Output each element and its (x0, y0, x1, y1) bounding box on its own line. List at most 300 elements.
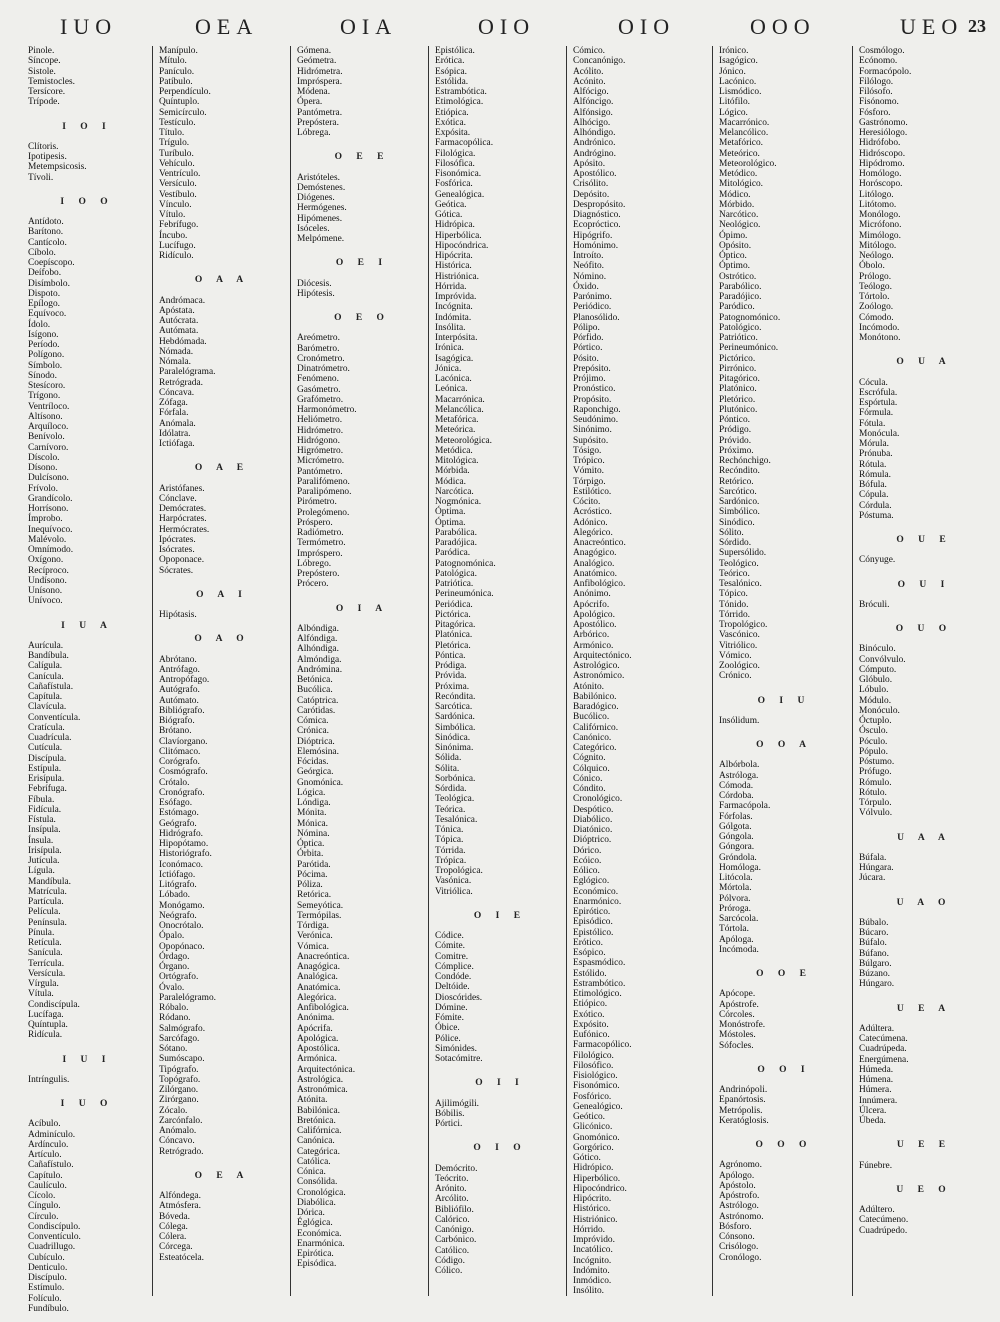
word-entry: Clitómaco. (159, 746, 201, 757)
word-entry: Caulículo. (28, 1180, 67, 1191)
section-heading: O U E (896, 535, 952, 545)
word-entry: Pronóstico. (573, 384, 616, 395)
word-entry: Temistocles. (28, 76, 75, 87)
word-entry: Católico. (435, 1245, 470, 1256)
word-entry: Tórrida. (435, 845, 466, 856)
word-entry: Trígono. (28, 391, 61, 402)
word-entry: Fósforo. (859, 107, 891, 118)
word-entry: Stesícoro. (28, 381, 66, 391)
word-entry: Isócrates. (159, 545, 195, 555)
word-entry: Vehículo. (159, 158, 195, 169)
word-entry: Insólita. (435, 322, 466, 333)
word-entry: Depósito. (573, 189, 610, 200)
word-entry: Sólita. (435, 763, 460, 774)
word-entry: Cólquico. (573, 763, 610, 774)
word-entry: Equívoco. (28, 309, 67, 320)
word-entry: Conventículo. (28, 1232, 81, 1242)
word-entry: Búfano. (859, 948, 889, 959)
word-entry: Atmósfera. (159, 1201, 201, 1212)
word-entry: Tópica. (435, 835, 464, 846)
word-entry: Leónica. (435, 384, 468, 395)
word-entry: Vólvulo. (859, 808, 893, 819)
word-column-5 (566, 46, 713, 1296)
word-entry: Esópico. (573, 948, 606, 958)
word-entry: Película. (28, 907, 61, 918)
word-entry: Condóde. (435, 972, 472, 982)
word-entry: Búzano. (859, 969, 890, 979)
section-heading: O E I (335, 258, 389, 269)
word-entry: Estilótico. (573, 486, 612, 497)
word-entry: Tórdiga. (297, 921, 330, 931)
word-entry: Hipógrifo. (573, 230, 613, 241)
word-entry: Astronómica. (297, 1085, 348, 1095)
word-entry: Almóndiga. (297, 654, 342, 665)
word-entry: Patológica. (435, 568, 477, 579)
word-column-7 (852, 46, 989, 1296)
page-header (0, 14, 1000, 42)
word-entry: Dioscórides. (435, 992, 483, 1003)
word-entry: Innúmera. (859, 1095, 898, 1106)
word-entry: Dórico. (573, 845, 602, 856)
word-entry: Monótono. (859, 333, 901, 343)
word-entry: Harpócrates. (159, 514, 207, 525)
word-entry: Genealógica. (435, 189, 485, 200)
word-entry: Espasmódico. (573, 958, 626, 969)
section-heading: O O A (756, 740, 812, 750)
word-entry: Hermógenes. (297, 203, 347, 214)
word-entry: Recíproco. (28, 565, 69, 576)
word-entry: Alfónsigo. (573, 107, 613, 118)
word-entry: Sinónimo. (573, 425, 612, 436)
word-entry: Atónito. (573, 681, 604, 692)
word-entry: Búfalo. (859, 938, 887, 949)
word-entry: Búbalo. (859, 917, 889, 928)
word-entry: Bibliófilo. (435, 1204, 474, 1215)
word-entry: Harmonómetro. (297, 405, 357, 415)
section-heading: U E A (896, 1003, 952, 1014)
word-entry: Bósforo. (719, 1221, 752, 1232)
word-entry: Lóbulo. (859, 685, 889, 696)
word-entry: Tórtola. (719, 924, 749, 935)
word-entry: Heresiólogo. (859, 128, 908, 138)
section-heading: I O O (60, 196, 114, 207)
word-entry: Vínculo. (159, 199, 192, 210)
word-entry: Concanónigo. (573, 56, 626, 67)
section-heading: I U O (60, 1099, 114, 1109)
word-entry: Cópula. (859, 490, 889, 501)
word-entry: Radiómetro. (297, 528, 344, 538)
word-entry: Prófugo. (859, 767, 892, 778)
word-entry: Búlgaro. (859, 958, 892, 969)
word-entry: Carbónico. (435, 1235, 477, 1246)
word-entry: Dinatrómetro. (297, 364, 350, 374)
word-entry: Sócrates. (159, 565, 194, 576)
word-entry: Histórico. (573, 1204, 611, 1215)
word-entry: Cuadrillugo. (28, 1242, 76, 1253)
word-entry: Parótida. (297, 859, 331, 870)
section-heading: O I E (473, 910, 527, 921)
word-entry: Crisólogo. (719, 1242, 759, 1253)
word-entry: Ímprobo. (28, 514, 63, 525)
running-head-3: OIA (340, 14, 398, 39)
word-entry: Zirórgano. (159, 1095, 199, 1106)
word-entry: Nómala. (159, 357, 192, 367)
word-entry: Meteórico. (719, 148, 760, 159)
word-entry: Tósigo. (573, 445, 602, 456)
word-entry: Cónica. (297, 1167, 326, 1177)
word-entry: Córdoba. (719, 791, 754, 801)
word-entry: Húngara. (859, 863, 894, 873)
word-entry: Hidrómetra. (297, 66, 343, 77)
word-entry: Babilónico. (573, 691, 617, 702)
word-entry: Cronómetro. (297, 353, 345, 364)
word-entry: Patológico. (719, 322, 762, 333)
word-entry: Hiperbólica. (435, 230, 482, 241)
word-entry: Retícula. (28, 938, 62, 948)
word-entry: Óptimo. (719, 261, 750, 272)
word-entry: Canícula. (28, 671, 64, 682)
word-entry: Cutícula. (28, 743, 63, 754)
word-entry: Sólito. (719, 527, 744, 538)
word-entry: Búfala. (859, 852, 887, 863)
word-entry: Pirómetro. (297, 497, 337, 508)
word-entry: Anónima. (297, 1013, 335, 1024)
word-entry: Vómica. (297, 941, 330, 952)
word-entry: Sótano. (159, 1044, 188, 1054)
word-entry: Módica. (435, 476, 466, 487)
word-entry: Impróspera. (297, 76, 343, 87)
word-entry: Esópica. (435, 66, 468, 77)
word-entry: Monógamo. (159, 900, 205, 911)
section-heading: U E O (896, 1184, 952, 1195)
word-entry: Gnomónica. (297, 777, 344, 788)
word-entry: Filológica. (435, 148, 476, 159)
word-entry: Fisonómico. (573, 1081, 620, 1092)
word-entry: Vítulo. (159, 210, 186, 220)
word-entry: Geótico. (573, 1112, 606, 1122)
word-entry: Hidrógrafo. (159, 828, 203, 839)
word-entry: Recóndita. (435, 691, 476, 702)
word-entry: Inequívoco. (28, 524, 73, 535)
word-entry: Próximo. (719, 445, 754, 456)
word-entry: Heliómetro. (297, 415, 343, 426)
word-entry: Andrómina. (297, 664, 343, 675)
word-entry: Litófilo. (719, 97, 750, 108)
word-entry: Metódico. (719, 169, 758, 179)
word-entry: Fómite. (435, 1013, 464, 1023)
word-entry: Pletórica. (435, 640, 471, 651)
section-heading: O U I (897, 579, 951, 590)
word-entry: Epistólica. (435, 46, 475, 56)
section-heading: O U O (895, 624, 953, 634)
word-entry: Lígula. (28, 866, 55, 877)
word-entry: Astrológica. (297, 1074, 344, 1085)
word-entry: Episódica. (297, 1259, 337, 1270)
word-entry: Diagnóstico. (573, 210, 621, 220)
word-entry: Farmacópola. (719, 801, 771, 812)
word-entry: Húmena. (859, 1075, 894, 1085)
word-entry: Despropósito. (573, 199, 626, 210)
word-entry: Sotacómitre. (435, 1054, 483, 1064)
word-entry: Góngola. (719, 832, 754, 842)
word-entry: Póntica. (435, 650, 466, 661)
word-entry: Acónito. (573, 76, 606, 87)
word-entry: Sarcótica. (435, 702, 473, 712)
word-entry: Denticulo. (28, 1262, 68, 1273)
word-entry: Teórico. (719, 568, 750, 579)
word-entry: Versícula. (28, 968, 66, 979)
section-heading: O I O (473, 1143, 527, 1154)
section-heading: U E E (896, 1140, 952, 1151)
word-entry: Tropológico. (719, 620, 768, 630)
word-entry: Móstoles. (719, 1030, 756, 1041)
word-entry: Cuadrúpeda. (859, 1044, 907, 1055)
word-entry: Geógrafo. (159, 818, 197, 829)
word-entry: Fócidas. (297, 757, 329, 767)
word-entry: Irónico. (719, 46, 749, 56)
word-entry: Unívoco. (28, 596, 63, 607)
word-entry: Metafórica. (435, 415, 479, 425)
word-entry: Antropófago. (159, 675, 210, 685)
word-entry: Fisonómica. (435, 169, 482, 179)
word-entry: Semicírculo. (159, 107, 207, 118)
word-entry: Patriótica. (435, 579, 474, 589)
word-entry: Lismódico. (719, 87, 762, 97)
word-entry: Isagógica. (435, 353, 474, 364)
word-entry: Cratícula. (28, 722, 65, 733)
word-entry: Litótomo. (859, 199, 897, 210)
word-entry: Pictórico. (719, 353, 756, 364)
word-entry: Ecóico. (573, 855, 602, 866)
word-entry: Título. (159, 128, 185, 138)
word-entry: Diabólica. (297, 1197, 336, 1208)
word-entry: Rómulo. (859, 777, 892, 788)
section-heading: O O O (755, 1140, 813, 1150)
word-entry: Diabólico. (573, 814, 613, 825)
word-entry: Período. (28, 340, 60, 350)
section-heading: O A O (194, 634, 250, 645)
word-entry: Platónica. (435, 630, 473, 641)
word-entry: Partícula. (28, 897, 64, 907)
word-entry: Apócrifa. (297, 1023, 333, 1034)
word-entry: Anómalo. (159, 1126, 197, 1136)
word-entry: Pinole. (28, 46, 55, 56)
word-entry: Macarrónico. (719, 117, 770, 128)
word-entry: Rótulo. (859, 787, 887, 798)
word-entry: Ródano. (159, 1013, 191, 1024)
word-entry: Gasómetro. (297, 384, 341, 395)
word-entry: Hipocóndrica. (435, 240, 489, 251)
word-entry: Mimólogo. (859, 230, 901, 241)
word-entry: Retrógrado. (159, 1146, 204, 1157)
word-entry: Nómino. (573, 271, 607, 282)
section-heading: I U I (62, 1054, 112, 1065)
word-entry: Aristófanes. (159, 483, 205, 494)
word-entry: Diócesis. (297, 278, 332, 289)
word-entry: Hidróscopo. (859, 148, 906, 159)
word-entry: Undísono. (28, 575, 67, 586)
word-entry: Jónica. (435, 363, 462, 374)
word-entry: Atónita. (297, 1095, 328, 1106)
word-entry: Trópico. (573, 456, 605, 466)
word-entry: Analógico. (573, 558, 615, 569)
word-entry: Keratóglosis. (719, 1115, 769, 1126)
word-entry: Tópico. (719, 589, 748, 600)
word-entry: Onocrótalo. (159, 921, 204, 931)
word-entry: Autómato. (159, 695, 199, 706)
word-entry: Adúltera. (859, 1023, 895, 1034)
word-entry: Óxido. (573, 281, 599, 292)
word-entry: Periódica. (435, 599, 473, 610)
word-entry: Aurícula. (28, 640, 64, 651)
word-entry: Metafórico. (719, 138, 763, 149)
word-entry: Sórdido. (719, 538, 752, 548)
word-entry: Tórtolo. (859, 292, 890, 302)
word-entry: Ventrículo. (159, 169, 201, 179)
word-entry: Unísono. (28, 586, 63, 596)
word-entry: Pródigo. (719, 425, 752, 436)
word-entry: Lógica. (297, 787, 326, 798)
word-entry: Gróndola. (719, 852, 757, 863)
word-entry: Íncubo. (159, 230, 188, 241)
word-entry: Prólogo. (859, 271, 892, 282)
word-entry: Termómetro. (297, 538, 346, 549)
word-entry: Dióptrico. (573, 835, 612, 846)
word-entry: Rótula. (859, 459, 887, 470)
word-entry: Despótico. (573, 804, 614, 815)
word-entry: Elemósina. (297, 746, 339, 757)
word-entry: Fístula. (28, 815, 56, 825)
word-entry: Arquíloco. (28, 422, 69, 432)
word-entry: Cómoda. (719, 780, 754, 791)
section-heading: O I A (335, 603, 389, 614)
word-entry: Alhócigo. (573, 117, 611, 128)
word-entry: Erótico. (573, 937, 603, 948)
word-entry: Órdago. (159, 951, 190, 962)
word-entry: Antrófago. (159, 664, 200, 675)
word-entry: Retórico. (719, 476, 754, 487)
section-heading: O U A (896, 357, 952, 368)
word-entry: Andrómaca. (159, 295, 206, 306)
word-entry: Próroga. (719, 903, 752, 914)
word-entry: Pórtici. (435, 1119, 463, 1129)
word-entry: Hidrópico. (573, 1163, 614, 1174)
word-entry: Católica. (297, 1156, 331, 1167)
page-number: 23 (968, 16, 986, 36)
word-entry: Fórfala. (159, 408, 189, 419)
word-entry: Vestíbulo. (159, 189, 197, 200)
word-entry: Paradójico. (719, 292, 762, 302)
word-entry: Vítula. (28, 989, 54, 1000)
word-entry: Semeyótica. (297, 900, 344, 911)
word-entry: Glicónico. (573, 1122, 613, 1133)
word-entry: Pirrónico. (719, 363, 757, 374)
word-entry: Paralifómeno. (297, 476, 350, 487)
word-entry: Sarcócola. (719, 914, 759, 924)
word-entry: Metempsicosis. (28, 162, 87, 173)
word-entry: Córcega. (159, 1242, 193, 1253)
word-entry: Crótalo. (159, 777, 190, 788)
word-entry: Paródica. (435, 548, 471, 559)
word-entry: Termópilas. (297, 910, 342, 921)
word-entry: Filosófica. (435, 158, 475, 169)
word-entry: Pletórico. (719, 394, 756, 405)
word-entry: Astrológico. (573, 661, 620, 671)
word-entry: Bandíbula. (28, 651, 69, 661)
word-entry: Anagógica. (297, 962, 340, 972)
word-entry: Astrónomo. (719, 1211, 764, 1222)
word-entry: Areómetro. (297, 333, 340, 344)
word-entry: Sumóscapo. (159, 1054, 205, 1065)
word-entry: Filosófico. (573, 1060, 614, 1071)
word-entry: Alfóndega. (159, 1191, 201, 1201)
word-entry: Póculo. (859, 736, 888, 747)
word-entry: Cíngulo. (28, 1201, 61, 1212)
word-entry: Teórica. (435, 804, 466, 815)
word-entry: Vómito. (573, 466, 604, 477)
word-entry: Prepóstera. (297, 117, 339, 128)
word-entry: Analógica. (297, 972, 338, 983)
word-entry: Dísono. (28, 463, 58, 473)
word-entry: Betónica. (297, 675, 333, 685)
word-entry: Sarcófago. (159, 1033, 200, 1044)
word-entry: Sanícula. (28, 948, 63, 959)
word-entry: Narcótico. (719, 210, 759, 220)
word-entry: Fótula. (859, 418, 886, 429)
running-head-1: IUO (60, 14, 118, 39)
word-entry: Mitólogo. (859, 240, 897, 251)
word-entry: Geómetra. (297, 56, 337, 67)
word-entry: Astronómico. (573, 671, 625, 682)
word-entry: Cómite. (435, 941, 465, 952)
word-entry: Testículo. (159, 117, 196, 128)
word-entry: Benívolo. (28, 432, 65, 443)
word-entry: Impróspero. (297, 548, 343, 559)
word-entry: Hórrida. (435, 281, 467, 292)
word-entry: Anacreóntico. (573, 538, 626, 548)
word-entry: Códice. (435, 931, 464, 941)
word-entry: Sinódica. (435, 732, 471, 743)
word-entry: Módico. (719, 189, 751, 200)
word-entry: Parabólico. (719, 281, 762, 292)
word-entry: Comitre. (435, 951, 469, 962)
word-entry: Córdula. (859, 500, 892, 511)
word-entry: Alhóndiga. (297, 644, 339, 655)
word-entry: Panículo. (159, 66, 195, 77)
word-entry: Hiperbólico. (573, 1173, 621, 1184)
word-entry: Febrífuga. (28, 784, 67, 795)
word-entry: Astrólogo. (719, 1201, 759, 1212)
word-entry: Iconómaco. (159, 859, 203, 870)
word-entry: Alegórico. (573, 527, 613, 538)
word-entry: Zoólogo. (859, 302, 894, 313)
word-entry: Próvido. (719, 435, 752, 446)
word-entry: Hipótasis. (159, 610, 197, 620)
word-entry: Formacópolo. (859, 66, 912, 77)
word-entry: Ardínculo. (28, 1139, 69, 1150)
word-entry: Apostólico. (573, 620, 617, 630)
word-entry: Sólida. (435, 753, 462, 764)
word-entry: Dióptrica. (297, 736, 335, 747)
word-entry: Seudónimo. (573, 415, 619, 425)
word-entry: Hipopótamo. (159, 839, 209, 849)
running-head-7: UEO (900, 14, 964, 39)
word-entry: Córcoles. (719, 1009, 755, 1020)
word-entry: Pitagórico. (719, 374, 760, 384)
word-entry: Alfóncigo. (573, 97, 614, 108)
word-entry: Acróstico. (573, 507, 612, 518)
word-entry: Zilórgano. (159, 1085, 199, 1095)
